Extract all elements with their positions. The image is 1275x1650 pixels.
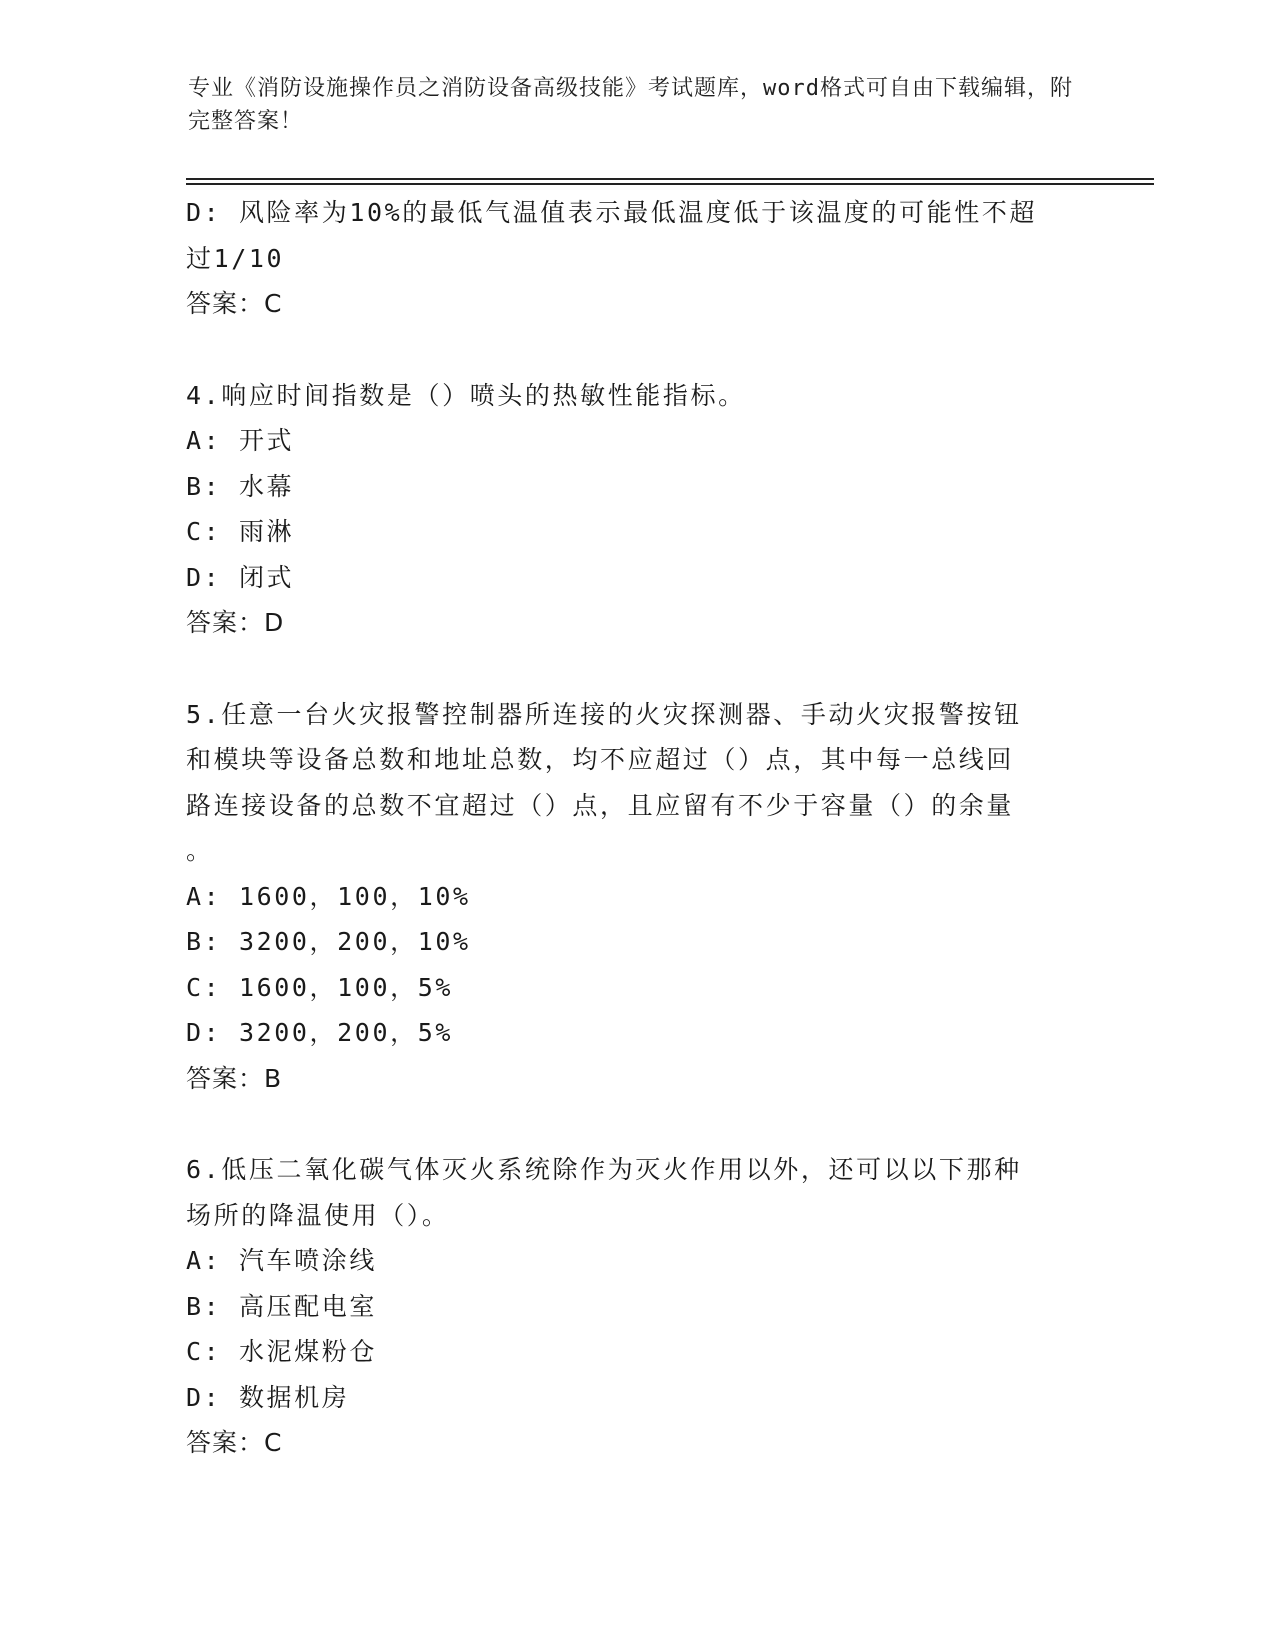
header-rule-top xyxy=(186,178,1154,180)
question-6-answer: 答案：C xyxy=(186,1428,283,1457)
question-6-option-b: B: 高压配电室 xyxy=(186,1291,377,1321)
question-5-answer: 答案：B xyxy=(186,1063,283,1093)
question-6-option-a: A: 汽车喷涂线 xyxy=(186,1246,377,1275)
spacer xyxy=(186,327,1086,373)
question-5-stem-line2: 和模块等设备总数和地址总数，均不应超过（）点，其中每一总线回 xyxy=(186,745,1015,774)
header-rule-bottom xyxy=(186,183,1154,185)
question-6-stem-line2: 场所的降温使用（）。 xyxy=(186,1200,450,1230)
spacer xyxy=(186,646,1086,692)
question-5-option-a: A: 1600，100，10% xyxy=(186,881,471,911)
document-header: 专业《消防设施操作员之消防设备高级技能》考试题库，word格式可自由下载编辑，附完整答案！ xyxy=(188,76,1073,134)
spacer xyxy=(186,1101,1086,1147)
question-4-option-c: C: 雨淋 xyxy=(186,517,295,546)
prev-option-d-line1: D: 风险率为10%的最低气温值表示最低温度低于该温度的可能性不超 xyxy=(186,198,1038,227)
question-5-stem-line1: 5.任意一台火灾报警控制器所连接的火灾探测器、手动火灾报警按钮 xyxy=(186,699,1022,729)
question-4-stem: 4.响应时间指数是（）喷头的热敏性能指标。 xyxy=(186,380,746,410)
question-content xyxy=(186,190,1086,1466)
question-4-option-b: B: 水幕 xyxy=(186,471,295,501)
question-5-stem-line3: 路连接设备的总数不宜超过（）点，且应留有不少于容量（）的余量 xyxy=(186,790,1015,820)
question-4-option-d: D: 闭式 xyxy=(186,562,295,592)
question-4-answer: 答案：D xyxy=(186,608,285,637)
question-6-option-d: D: 数据机房 xyxy=(186,1382,350,1412)
question-5-option-d: D: 3200，200，5% xyxy=(186,1018,454,1047)
prev-option-d-line2: 过1/10 xyxy=(186,243,285,273)
prev-answer: 答案：C xyxy=(186,289,283,318)
question-4-option-a: A: 开式 xyxy=(186,426,295,455)
question-6-option-c: C: 水泥煤粉仓 xyxy=(186,1337,377,1366)
question-5-option-c: C: 1600，100，5% xyxy=(186,972,454,1002)
question-5-stem-line4: 。 xyxy=(186,836,214,865)
question-6-stem-line1: 6.低压二氧化碳气体灭火系统除作为灭火作用以外，还可以以下那种 xyxy=(186,1155,1022,1184)
question-5-option-b: B: 3200，200，10% xyxy=(186,927,471,956)
